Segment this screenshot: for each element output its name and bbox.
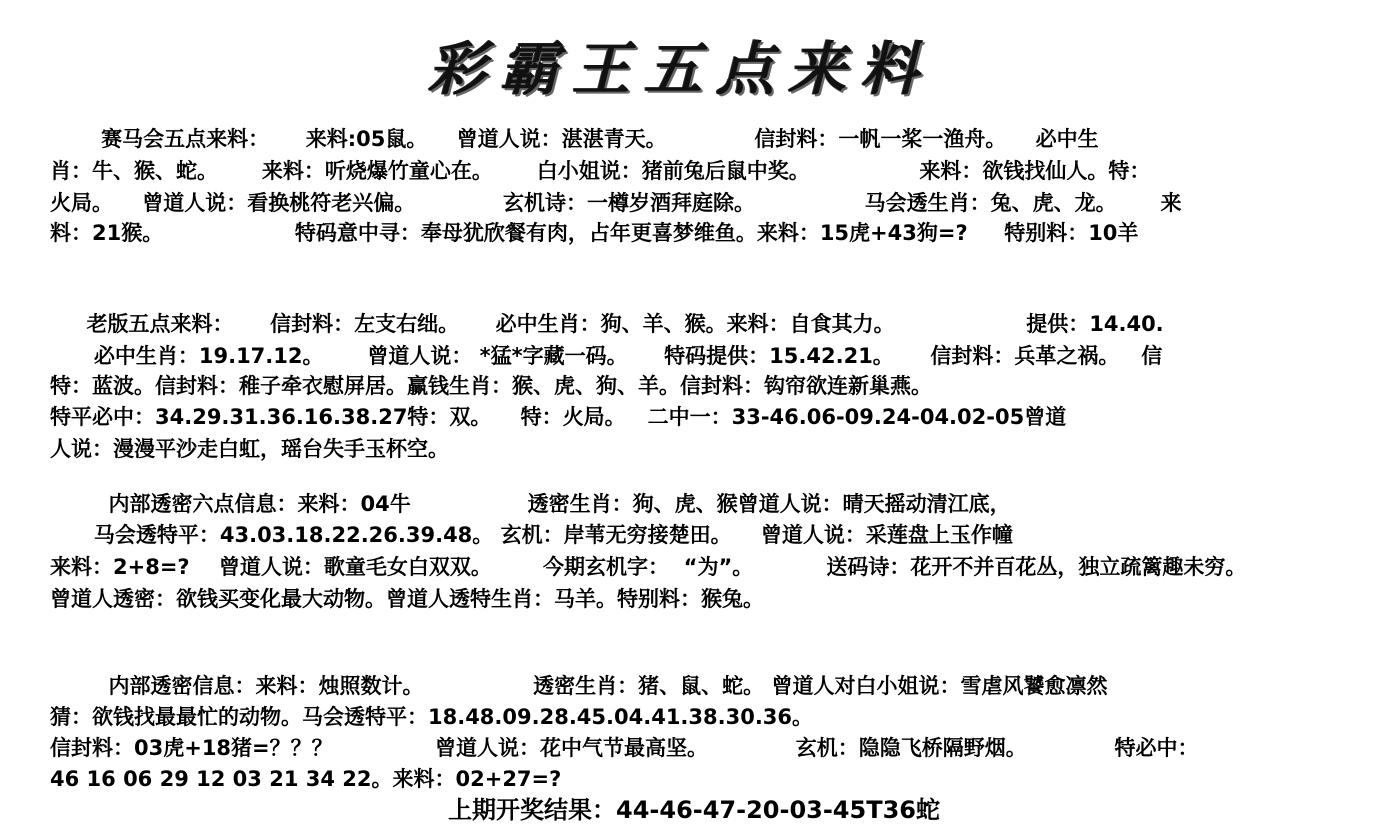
page-title: 彩霸王五点来料: [427, 35, 932, 103]
section-1-line-4: 料：21猴。 特码意中寻：奉母犹欣餐有肉，占年更喜梦维鱼。来料：15虎+43狗=? 特别料：10羊: [50, 221, 1139, 245]
section-2-line-3: 特：蓝波。信封料：稚子牵衣慰屏居。赢钱生肖：猴、虎、狗、羊。信封料：钩帘欲连新巢燕。: [50, 374, 932, 398]
last-draw-result: 上期开奖结果：44-46-47-20-03-45T36蛇: [448, 796, 940, 824]
section-4-line-2: 猜：欲钱找最最忙的动物。马会透特平：18.48.09.28.45.04.41.38.30.36。: [50, 705, 814, 729]
section-3-line-3: 来料：2+8=? 曾道人说：歌童毛女白双双。 今期玄机字： “为”。 送码诗：花开不并百花丛，独立疏篱趣未穷。: [50, 555, 1247, 579]
section-2-line-5: 人说：漫漫平沙走白虹，瑶台失手玉杯空。: [50, 437, 449, 461]
section-3-line-1: 内部透密六点信息：来料：04牛 透密生肖：狗、虎、猴曾道人说：晴天摇动清江底，: [50, 492, 1011, 516]
section-2-line-4: 特平必中：34.29.31.36.16.38.27特：双。 特：火局。 二中一：33-46.06-09.24-04.02-05曾道: [50, 405, 1067, 429]
section-3-line-4: 曾道人透密：欲钱买变化最大动物。曾道人透特生肖：马羊。特别料：猴兔。: [50, 587, 764, 611]
section-4-line-1: 内部透密信息：来料：烛照数计。 透密生肖：猪、鼠、蛇。 曾道人对白小姐说：雪虐风饕愈凛然: [50, 674, 1108, 698]
section-2-line-2: 必中生肖：19.17.12。 曾道人说： *猛*字藏一码。 特码提供：15.42.21。 信封料：兵革之祸。 信: [50, 344, 1163, 368]
section-1-line-1: 赛马会五点来料： 来料:05鼠。 曾道人说：湛湛青天。 信封料：一帆一桨一渔舟。 必中生: [50, 127, 1099, 151]
section-2-line-1: 老版五点来料： 信封料：左支右绌。 必中生肖：狗、羊、猴。来料：自食其力。 提供：14.40.: [50, 312, 1164, 336]
section-4-line-3: 信封料：03虎+18猪=？？？ 曾道人说：花中气节最高坚。 玄机：隐隐飞桥隔野烟。 特必中：: [50, 736, 1199, 760]
section-1-line-3: 火局。 曾道人说：看换桃符老兴偏。 玄机诗：一樽岁酒拜庭除。 马会透生肖：兔、虎、龙。 来: [50, 191, 1182, 215]
section-4-line-4: 46 16 06 29 12 03 21 34 22。来料：02+27=?: [50, 767, 562, 791]
section-3-line-2: 马会透特平：43.03.18.22.26.39.48。 玄机：岸苇无穷接楚田。 曾道人说：采莲盘上玉作幢: [50, 523, 1013, 547]
section-1-line-2: 肖：牛、猴、蛇。 来料：听烧爆竹童心在。 白小姐说：猪前兔后鼠中奖。 来料：欲钱找仙人。特：: [50, 159, 1151, 183]
